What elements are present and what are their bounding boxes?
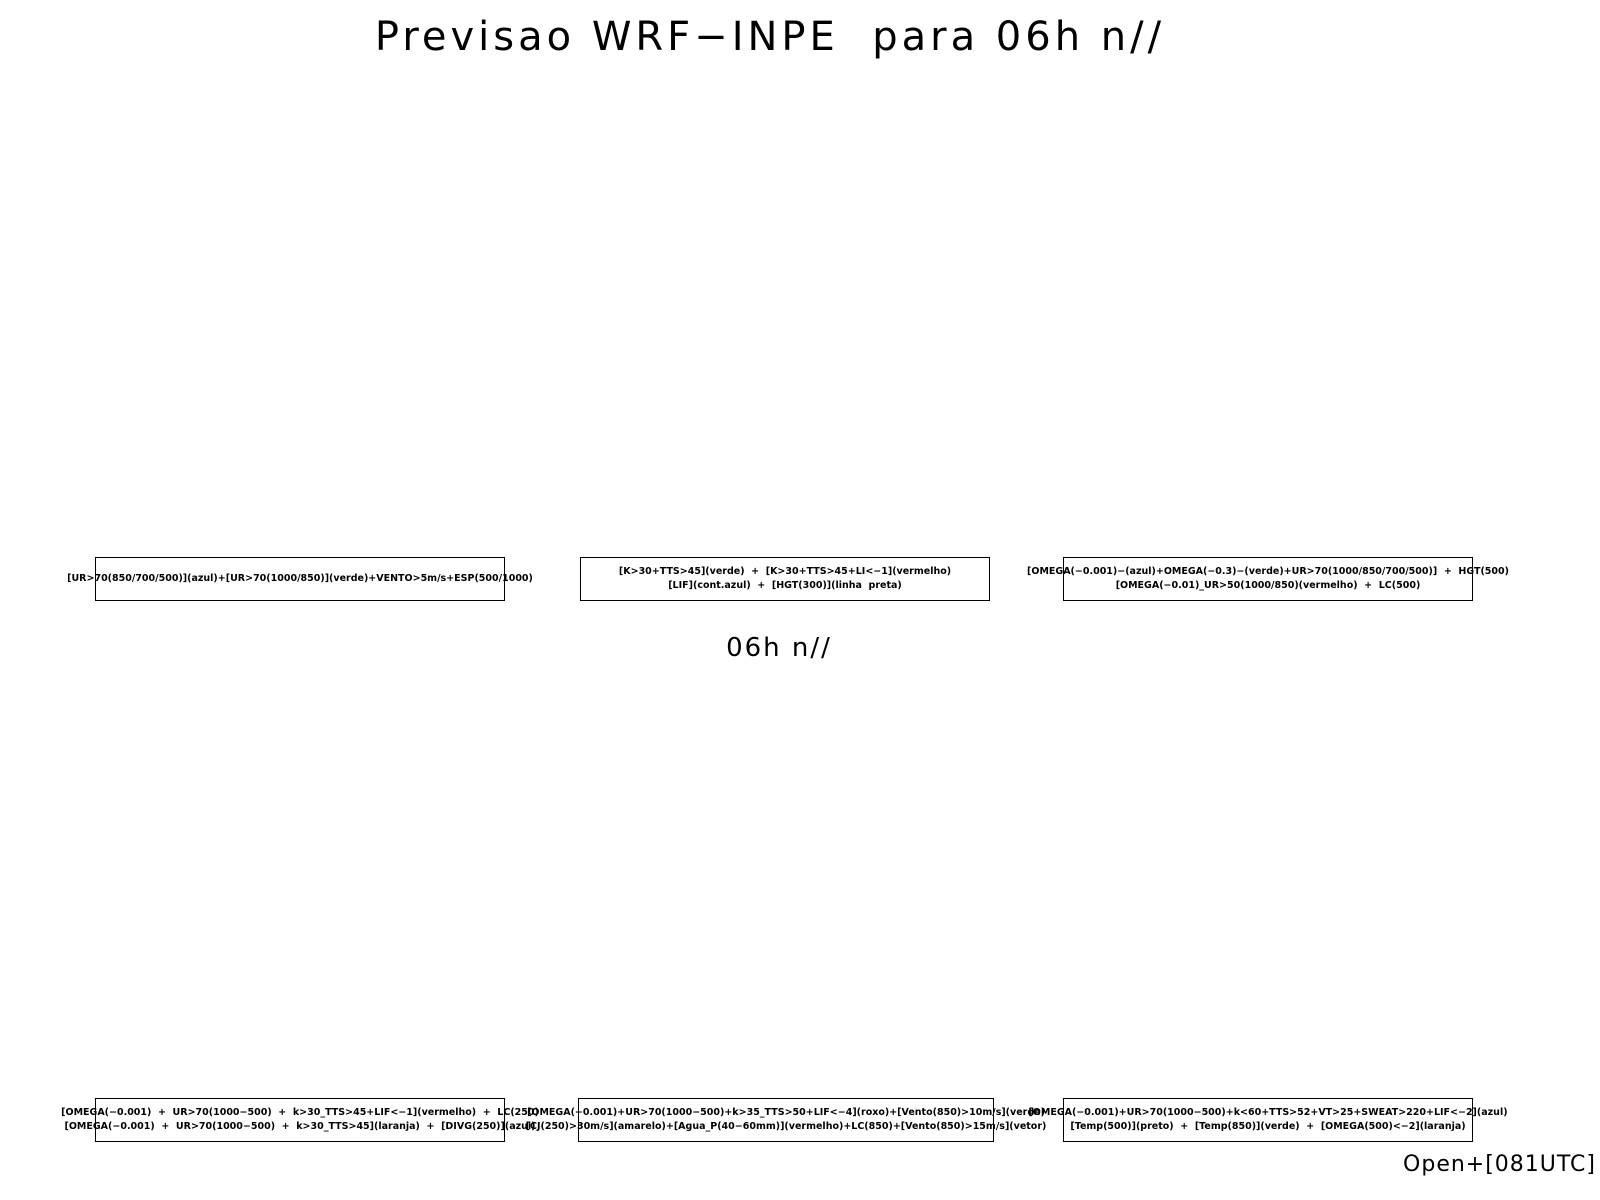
legend-line: [UR>70(850/700/500)](azul)+[UR>70(1000/850)](verde)+VENTO>5m/s+ESP(500/1000) [67, 573, 533, 584]
legend-line: [OMEGA(−0.001)+UR>70(1000−500)+k>35_TTS>50+LIF<−4](roxo)+[Vento(850)>10m/s](verde) [527, 1107, 1045, 1118]
legend-line: [LIF](cont.azul) + [HGT(300)](linha preta) [668, 580, 902, 591]
legend-box-top-right [1027, 557, 1509, 601]
page-title: Previsao WRF−INPE para 06h n// [374, 14, 1166, 60]
footer-label: Open+[081UTC] [1403, 1152, 1596, 1177]
legend-box-bottom-left [61, 1098, 539, 1142]
legend-box-bottom-right [1028, 1098, 1508, 1142]
legend-line: [OMEGA(−0.001)+UR>70(1000−500)+k<60+TTS>52+VT>25+SWEAT>220+LIF<−2](azul) [1028, 1107, 1508, 1118]
legend-box-bottom-middle [525, 1098, 1047, 1142]
legend-line: [OMEGA(−0.001)−(azul)+OMEGA(−0.3)−(verde)+UR>70(1000/850/700/500)] + HGT(500) [1027, 566, 1509, 577]
legend-box-top-middle [580, 557, 990, 601]
legend-line: [OMEGA(−0.001) + UR>70(1000−500) + k>30_TTS>45](laranja) + [DIVG(250)](azul) [64, 1121, 536, 1132]
legend-box-top-left [67, 557, 533, 601]
legend-line: [Temp(500)](preto) + [Temp(850)](verde) + [OMEGA(500)<−2](laranja) [1070, 1121, 1466, 1132]
legend-line: [OMEGA(−0.001) + UR>70(1000−500) + k>30_TTS>45+LIF<−1](vermelho) + LC(250) [61, 1107, 539, 1118]
legend-line: [K>30+TTS>45](verde) + [K>30+TTS>45+LI<−1](vermelho) [618, 566, 952, 577]
legend-line: [OMEGA(−0.01)_UR>50(1000/850)(vermelho) + LC(500) [1115, 580, 1421, 591]
middle-label: 06h n// [726, 633, 832, 663]
legend-line: [CJ(250)>30m/s](amarelo)+[Agua_P(40−60mm)](vermelho)+LC(850)+[Vento(850)>15m/s](vetor) [525, 1121, 1047, 1132]
